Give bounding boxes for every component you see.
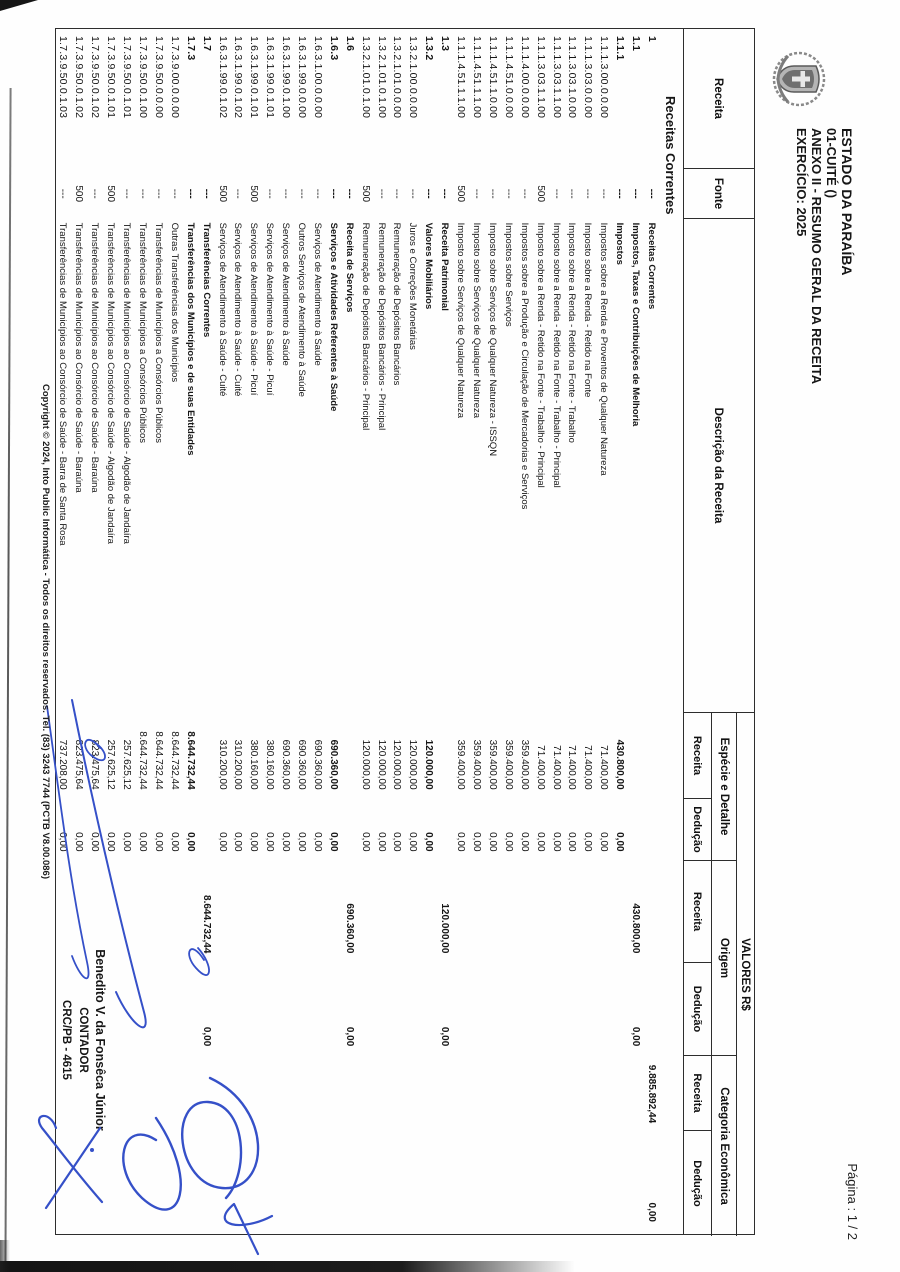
signature-block: [57, 938, 108, 1142]
subheader-origem-deducao: Dedução: [683, 963, 711, 1056]
row-code: 1.7.3.9.50.0.1.00: [137, 36, 149, 119]
row-especie-deducao: 0,00: [502, 832, 514, 852]
row-especie-deducao: 0,00: [152, 832, 164, 852]
row-fonte: ---: [264, 188, 276, 199]
revenue-table: [55, 28, 755, 1235]
row-description: Transferências de Municípios ao Consórcio de Saúde - Baraúna: [73, 222, 85, 493]
subheader-origem-receita: Receita: [683, 861, 711, 963]
row-description: Transferências de Municípios ao Consórcio de Saúde - Algodão de Jandaíra: [121, 222, 133, 544]
row-description: Juros e Correções Monetárias: [407, 222, 419, 350]
row-code: 1.6.3.1.99.0.0.00: [296, 36, 309, 119]
table-row: [548, 29, 564, 1234]
table-row: [198, 29, 214, 1234]
row-description: Imposto sobre a Renda - Retido na Fonte: [582, 222, 594, 398]
table-row: [500, 29, 516, 1234]
row-fonte: ---: [423, 188, 435, 199]
row-description: Transferências de Municípios a Consórcios Públicos: [137, 222, 148, 444]
row-especie-deducao: 0,00: [184, 832, 196, 852]
row-description: Imposto sobre a Renda - Retido na Fonte - Trabalho - Principal: [534, 222, 546, 488]
row-especie-receita: 8.644.732,44: [168, 731, 180, 790]
table-header: [683, 29, 754, 1234]
row-especie-receita: 359.400,00: [471, 739, 483, 790]
row-fonte: ---: [200, 188, 212, 199]
table-row: [564, 29, 580, 1234]
row-especie-deducao: 0,00: [550, 832, 562, 852]
row-code: 1.1.1.3.03.1.1.00: [550, 36, 563, 119]
table-row: [118, 29, 134, 1234]
row-fonte: ---: [614, 188, 626, 199]
row-origem-receita: 120.000,00: [439, 903, 451, 954]
row-fonte: ---: [518, 188, 530, 199]
column-header-receita: Receita: [683, 29, 754, 169]
row-description: Receitas Correntes: [646, 222, 657, 310]
page-number: Página : 1 / 2: [845, 1163, 860, 1240]
row-especie-deducao: 0,00: [407, 832, 419, 852]
table-row: [532, 29, 548, 1234]
signer-crc-number: CRC/PB - 4615: [60, 1000, 72, 1080]
row-especie-deducao: 0,00: [423, 832, 435, 852]
row-especie-deducao: 0,00: [455, 832, 467, 852]
table-row: [452, 29, 468, 1234]
table-row: [643, 29, 659, 1234]
row-description: Transferências de Municípios ao Consórcio de Saúde - Algodão de Jandaíra: [105, 222, 117, 544]
table-row: [420, 29, 436, 1234]
row-code: 1.3.2.1.01.0.0.00: [391, 36, 404, 119]
row-code: 1.7.3: [184, 36, 197, 61]
row-fonte: ---: [57, 188, 69, 199]
coat-of-arms-logo: [772, 50, 826, 108]
row-especie-deducao: 0,00: [359, 832, 371, 852]
row-especie-receita: 120.000,00: [423, 739, 435, 790]
row-especie-receita: 359.400,00: [486, 739, 498, 790]
row-description: Remuneração de Depósitos Bancários - Principal: [359, 222, 371, 431]
row-description: Imposto sobre Serviços de Qualquer Natureza: [471, 222, 483, 419]
table-row: [182, 29, 198, 1234]
row-description: Serviços e Atividades Referentes à Saúde: [327, 222, 339, 412]
column-header-valores: VALORES R$: [736, 713, 754, 1236]
row-fonte: ---: [168, 188, 180, 199]
copyright-footer: Copyright © 2024, Into Public Informática - Todos os direitos reservados. Tel. (83) 3243 7744 (PCTB V8.00.086): [40, 384, 51, 879]
table-row: [309, 29, 325, 1234]
row-fonte: ---: [407, 188, 419, 199]
row-code: 1.1.1.3.03.0.0.00: [582, 36, 595, 119]
table-row: [468, 29, 484, 1234]
row-especie-receita: 310.200,00: [216, 739, 228, 790]
table-row: [595, 29, 611, 1234]
table-row: [436, 29, 452, 1234]
row-especie-receita: 8.644.732,44: [184, 731, 196, 790]
row-code: 1.7.3.9.50.0.1.01: [121, 36, 134, 119]
row-origem-deducao: 0,00: [630, 1026, 642, 1047]
row-especie-deducao: 0,00: [264, 832, 276, 852]
row-especie-deducao: 0,00: [327, 832, 339, 852]
row-code: 1.1: [630, 36, 643, 52]
row-description: Outros Serviços de Atendimento à Saúde: [296, 222, 308, 397]
row-code: 1.1.1.3.03.1.0.00: [566, 36, 579, 119]
row-origem-receita: 8.644.732,44: [200, 895, 212, 954]
row-especie-receita: 823.475,64: [73, 739, 85, 790]
state-name: ESTADO DA PARAÍBA: [839, 128, 855, 276]
row-fonte: ---: [550, 188, 562, 199]
row-especie-receita: 430.800,00: [614, 739, 626, 790]
row-fonte: ---: [582, 188, 594, 199]
row-especie-receita: 380.160,00: [264, 739, 276, 790]
table-row: [277, 29, 293, 1234]
row-especie-receita: 71.400,00: [550, 745, 562, 790]
row-fonte: ---: [630, 188, 642, 199]
row-especie-receita: 71.400,00: [534, 745, 546, 790]
row-especie-deducao: 0,00: [280, 832, 292, 852]
row-fonte: ---: [232, 188, 244, 199]
row-description: Imposto sobre a Renda - Retido na Fonte - Trabalho - Principal: [550, 222, 562, 488]
row-especie-receita: 120.000,00: [407, 739, 419, 790]
row-especie-deducao: 0,00: [582, 832, 594, 852]
row-fonte: 500: [216, 185, 228, 203]
row-code: 1.6.3.1.99.0.1.00: [280, 36, 293, 119]
row-description: Receita Patrimonial: [439, 222, 451, 311]
row-especie-deducao: 0,00: [566, 832, 578, 852]
row-code: 1.7.3.9.50.0.0.00: [152, 36, 165, 119]
row-code: 1.7: [200, 36, 213, 52]
row-especie-receita: 690.360,00: [327, 739, 339, 790]
row-description: Imposto sobre Serviços de Qualquer Natureza - ISSQN: [486, 222, 498, 457]
row-especie-deducao: 0,00: [168, 832, 180, 852]
row-code: 1.1.1.4.51.1.1.00: [455, 36, 468, 119]
row-code: 1.3.2.1.01.0.1.00: [359, 36, 372, 119]
row-description: Impostos sobre a Renda e Proventos de Qualquer Natureza: [598, 222, 610, 476]
table-row: [230, 29, 246, 1234]
row-code: 1.1.1.3.03.1.1.00: [534, 36, 547, 119]
entity-name: 01-CUITÉ (): [824, 128, 839, 199]
row-fonte: 500: [73, 185, 85, 203]
row-fonte: ---: [89, 188, 101, 199]
table-row: [214, 29, 230, 1234]
column-header-origem: Origem: [711, 861, 736, 1056]
row-origem-deducao: 0,00: [200, 1026, 212, 1047]
row-especie-receita: 71.400,00: [566, 745, 578, 790]
subheader-categoria-receita: Receita: [683, 1056, 711, 1131]
row-fonte: ---: [391, 188, 403, 199]
row-especie-deducao: 0,00: [518, 832, 530, 852]
row-code: 1.1.1.4.51.1.1.00: [471, 36, 484, 119]
column-header-categoria: Categoria Econômica: [711, 1056, 736, 1236]
row-code: 1.6.3.1.99.0.1.01: [264, 36, 277, 119]
section-band-receitas-correntes: Receitas Correntes: [663, 96, 679, 215]
table-row: [357, 29, 373, 1234]
column-header-fonte: Fonte: [683, 169, 754, 219]
row-fonte: ---: [566, 188, 578, 199]
row-code: 1.7.3.9.50.0.1.01: [105, 36, 118, 119]
row-description: Serviços de Atendimento à Saúde: [311, 222, 323, 366]
row-code: 1.6.3.1.99.0.1.02: [232, 36, 245, 119]
row-description: Serviços de Atendimento à Saúde - Cuité: [232, 222, 244, 397]
row-origem-deducao: 0,00: [439, 1026, 451, 1047]
row-especie-deducao: 0,00: [232, 832, 244, 852]
row-code: 1.3: [439, 36, 452, 52]
row-especie-receita: 359.400,00: [518, 739, 530, 790]
row-description: Transferências de Municípios a Consórcios Públicos: [152, 222, 164, 444]
row-fonte: 500: [248, 185, 260, 203]
row-especie-deducao: 0,00: [89, 832, 101, 852]
row-description: Imposto sobre a Renda - Retido na Fonte - Trabalho: [566, 222, 578, 443]
row-especie-deducao: 0,00: [137, 832, 148, 852]
row-fonte: ---: [471, 188, 483, 199]
row-especie-deducao: 0,00: [471, 832, 483, 852]
row-especie-receita: 257.625,12: [105, 739, 117, 790]
table-row: [579, 29, 595, 1234]
column-header-descricao: Descrição da Receita: [683, 219, 754, 713]
row-code: 1.6.3: [327, 36, 340, 61]
row-especie-receita: 690.360,00: [311, 739, 323, 790]
row-especie-receita: 257.625,12: [121, 739, 133, 790]
row-description: Transferências dos Municípios e de suas Entidades: [184, 222, 196, 456]
table-row: [325, 29, 341, 1234]
table-row: [405, 29, 421, 1234]
row-description: Outras Transferências dos Municípios: [168, 222, 180, 383]
row-code: 1.7.3.9.00.0.0.00: [168, 36, 181, 119]
row-code: 1.3.2.1.01.0.1.00: [375, 36, 388, 119]
row-especie-deducao: 0,00: [486, 832, 498, 852]
row-code: 1.3.2.1.00.0.0.00: [407, 36, 420, 119]
row-especie-deducao: 0,00: [105, 832, 117, 852]
row-especie-receita: 359.400,00: [502, 739, 514, 790]
row-code: 1.7.3.9.50.0.1.03: [57, 36, 70, 119]
table-row: [341, 29, 357, 1234]
row-code: 1: [646, 36, 658, 43]
row-fonte: ---: [327, 188, 339, 199]
subheader-especie-receita: Receita: [683, 713, 711, 799]
row-code: 1.3.2: [423, 36, 436, 61]
table-row: [150, 29, 166, 1234]
row-fonte: ---: [311, 188, 323, 199]
report-title-block: [794, 128, 854, 384]
row-fonte: ---: [598, 188, 610, 199]
row-code: 1.1.1.4.00.0.0.00: [518, 36, 531, 119]
row-code: 1.7.3.9.50.0.1.02: [89, 36, 102, 119]
table-row: [627, 29, 643, 1234]
subheader-categoria-deducao: Dedução: [691, 1160, 703, 1207]
row-especie-receita: 737.208,00: [57, 739, 69, 790]
row-description: Impostos: [614, 222, 626, 265]
row-description: Impostos sobre a Produção e Circulação de Mercadorias e Serviços: [518, 222, 530, 510]
report-title: ANEXO II - RESUMO GERAL DA RECEITA: [809, 128, 824, 385]
row-fonte: ---: [137, 188, 148, 199]
signer-role: CONTADOR: [77, 1007, 89, 1073]
row-fonte: ---: [439, 188, 451, 199]
row-code: 1.1.1: [614, 36, 627, 61]
exercise-year: EXERCÍCIO: 2025: [794, 128, 809, 237]
row-especie-receita: 310.200,00: [232, 739, 244, 790]
row-origem-receita: 690.360,00: [343, 903, 355, 954]
row-description: Transferências Correntes: [200, 222, 212, 338]
row-origem-receita: 430.800,00: [630, 903, 642, 954]
row-description: Serviços de Atendimento à Saúde: [280, 222, 292, 366]
row-categoria-receita: 9.885.892,44: [646, 1064, 657, 1124]
row-especie-deducao: 0,00: [311, 832, 323, 852]
subheader-especie-deducao: Dedução: [683, 799, 711, 861]
row-especie-deducao: 0,00: [216, 832, 228, 852]
signer-name: Benedito V. da Fonsêca Júnior: [93, 949, 107, 1131]
row-especie-receita: 380.160,00: [248, 739, 260, 790]
row-description: Serviços de Atendimento à Saúde - Picuí: [264, 222, 276, 396]
row-fonte: ---: [152, 188, 164, 199]
row-especie-deducao: 0,00: [614, 832, 626, 852]
row-especie-deducao: 0,00: [375, 832, 387, 852]
row-fonte: ---: [646, 188, 657, 199]
column-header-especie: Espécie e Detalhe: [711, 713, 736, 861]
row-especie-receita: 120.000,00: [391, 739, 403, 790]
row-especie-receita: 71.400,00: [582, 745, 594, 790]
row-especie-receita: 71.400,00: [598, 745, 610, 790]
row-description: Remuneração de Depósitos Bancários: [391, 222, 403, 386]
row-description: Serviços de Atendimento à Saúde - Picuí: [248, 222, 260, 396]
row-description: Valores Mobiliários: [423, 222, 435, 310]
row-categoria-deducao: 0,00: [646, 1202, 657, 1222]
row-code: 1.7.3.9.50.0.1.02: [73, 36, 86, 119]
row-especie-deducao: 0,00: [121, 832, 133, 852]
table-row: [261, 29, 277, 1234]
table-row: [293, 29, 309, 1234]
row-fonte: ---: [375, 188, 387, 199]
row-fonte: 500: [534, 185, 546, 203]
row-code: 1.6: [343, 36, 356, 52]
row-origem-deducao: 0,00: [343, 1026, 355, 1047]
row-fonte: 500: [359, 185, 371, 203]
table-row: [245, 29, 261, 1234]
row-especie-deducao: 0,00: [296, 832, 308, 852]
table-row: [484, 29, 500, 1234]
row-fonte: 500: [105, 185, 117, 203]
row-description: Transferências de Municípios ao Consórcio de Saúde - Baraúna: [89, 222, 101, 493]
row-especie-receita: 690.360,00: [296, 739, 308, 790]
row-especie-receita: 120.000,00: [375, 739, 387, 790]
row-especie-deducao: 0,00: [73, 832, 85, 852]
row-code: 1.1.1.4.51.0.0.00: [502, 36, 515, 119]
row-especie-deducao: 0,00: [534, 832, 546, 852]
table-row: [373, 29, 389, 1234]
row-fonte: ---: [296, 188, 308, 199]
table-row: [611, 29, 627, 1234]
table-row: [166, 29, 182, 1234]
row-especie-receita: 690.360,00: [280, 739, 292, 790]
table-row: [134, 29, 150, 1234]
row-especie-deducao: 0,00: [598, 832, 610, 852]
row-fonte: ---: [502, 188, 514, 199]
row-especie-receita: 8.644.732,44: [137, 731, 148, 790]
row-code: 1.1.1.3.00.0.0.00: [598, 36, 611, 119]
row-especie-deducao: 0,00: [248, 832, 260, 852]
row-especie-receita: 8.644.732,44: [152, 731, 164, 790]
row-description: Impostos sobre Serviços: [502, 222, 514, 327]
row-description: Transferências de Municípios ao Consórcio de Saúde - Barra de Santa Rosa: [57, 222, 69, 546]
row-code: 1.6.3.1.99.0.1.02: [216, 36, 229, 119]
row-description: Imposto sobre Serviços de Qualquer Natureza: [455, 222, 467, 419]
table-row: [516, 29, 532, 1234]
row-code: 1.6.3.1.99.0.1.01: [248, 36, 261, 119]
row-description: Receita de Serviços: [343, 222, 355, 313]
row-fonte: ---: [343, 188, 355, 199]
row-especie-deducao: 0,00: [57, 832, 69, 852]
row-especie-receita: 359.400,00: [455, 739, 467, 790]
row-especie-deducao: 0,00: [391, 832, 403, 852]
row-code: 1.6.3.1.00.0.0.00: [311, 36, 324, 119]
table-row: [389, 29, 405, 1234]
row-especie-receita: 823.475,64: [89, 739, 101, 790]
row-description: Impostos, Taxas e Contribuições de Melhoria: [630, 222, 642, 427]
row-fonte: ---: [280, 188, 292, 199]
row-code: 1.1.1.4.51.1.0.00: [486, 36, 499, 119]
row-description: Remuneração de Depósitos Bancários - Principal: [375, 222, 387, 431]
table-body: [55, 29, 683, 1234]
row-fonte: ---: [184, 188, 196, 199]
row-fonte: ---: [121, 188, 133, 199]
row-fonte: ---: [486, 188, 498, 199]
row-fonte: 500: [455, 185, 467, 203]
row-description: Serviços de Atendimento à Saúde - Cuité: [216, 222, 228, 397]
row-especie-receita: 120.000,00: [359, 739, 371, 790]
